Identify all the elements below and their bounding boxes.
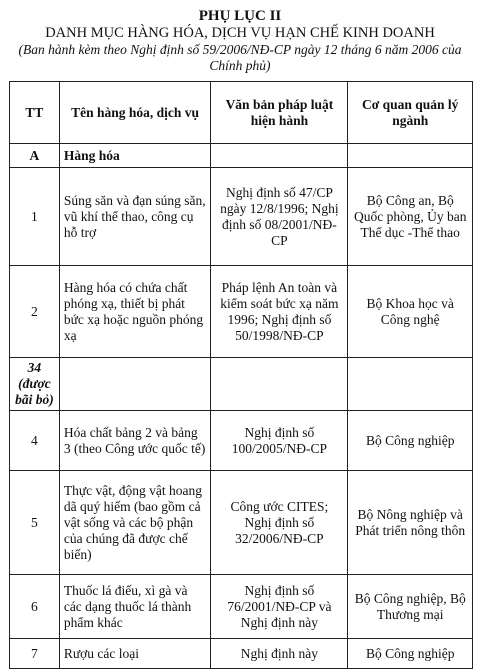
table-row <box>10 266 473 358</box>
row-name: Rượu các loại <box>59 639 211 669</box>
document-heading <box>0 8 480 74</box>
table-row <box>10 168 473 266</box>
row-agency: Bộ Công nghiệp, Bộ Thương mại <box>348 575 473 639</box>
row-tt: 5 <box>10 471 60 575</box>
appendix-title: PHỤ LỤC II <box>198 8 282 24</box>
row-doc <box>211 358 348 411</box>
restricted-goods-table <box>9 81 473 669</box>
row-doc: Công ước CITES; Nghị định số 32/2006/NĐ-CP <box>211 471 348 575</box>
header-tt: TT <box>10 82 60 144</box>
row-name: Thuốc lá điếu, xì gà và các dạng thuốc lá thành phẩm khác <box>59 575 211 639</box>
table-row <box>10 575 473 639</box>
row-doc: Pháp lệnh An toàn và kiểm soát bức xạ năm 1996; Nghị định số 50/1998/NĐ-CP <box>211 266 348 358</box>
table-row-repealed <box>10 358 473 411</box>
table-row <box>10 411 473 471</box>
row-name <box>59 358 211 411</box>
row-doc: Nghị định số 100/2005/NĐ-CP <box>211 411 348 471</box>
section-row <box>10 144 473 168</box>
row-name: Thực vật, động vật hoang dã quý hiếm (bao gồm cả vật sống và các bộ phận của chúng đã được chế biến) <box>59 471 211 575</box>
row-agency: Bộ Nông nghiệp và Phát triển nông thôn <box>348 471 473 575</box>
header-doc: Văn bản pháp luật hiện hành <box>211 82 348 144</box>
header-agency: Cơ quan quản lý ngành <box>348 82 473 144</box>
row-agency: Bộ Khoa học và Công nghệ <box>348 266 473 358</box>
row-doc: Nghị định này <box>211 639 348 669</box>
row-tt: 4 <box>10 411 60 471</box>
row-tt: 7 <box>10 639 60 669</box>
row-agency: Bộ Công nghiệp <box>348 411 473 471</box>
row-name: Hóa chất bảng 2 và bảng 3 (theo Công ước quốc tế) <box>59 411 211 471</box>
row-agency: Bộ Công nghiệp <box>348 639 473 669</box>
row-tt: 6 <box>10 575 60 639</box>
row-agency: Bộ Công an, Bộ Quốc phòng, Ủy ban Thể dục -Thể thao <box>348 168 473 266</box>
table-row <box>10 471 473 575</box>
row-doc: Nghị định số 76/2001/NĐ-CP và Nghị định này <box>211 575 348 639</box>
section-label: Hàng hóa <box>59 144 211 168</box>
section-tt: A <box>10 144 60 168</box>
row-name: Hàng hóa có chứa chất phóng xạ, thiết bị phát bức xạ hoặc nguồn phóng xạ <box>59 266 211 358</box>
list-title: DANH MỤC HÀNG HÓA, DỊCH VỤ HẠN CHẾ KINH DOANH <box>45 25 435 41</box>
header-name: Tên hàng hóa, dịch vụ <box>59 82 211 144</box>
row-agency <box>348 358 473 411</box>
row-tt: 1 <box>10 168 60 266</box>
table-header-row <box>10 82 473 144</box>
issuance-note: (Ban hành kèm theo Nghị định số 59/2006/NĐ-CP ngày 12 tháng 6 năm 2006 của Chính phủ) <box>18 42 462 73</box>
row-name: Súng săn và đạn súng săn, vũ khí thể thao, công cụ hỗ trợ <box>59 168 211 266</box>
row-tt: 34 (được bãi bỏ) <box>10 358 60 411</box>
table-row <box>10 639 473 669</box>
row-tt: 2 <box>10 266 60 358</box>
section-doc-empty <box>211 144 348 168</box>
section-agency-empty <box>348 144 473 168</box>
row-doc: Nghị định số 47/CP ngày 12/8/1996; Nghị định số 08/2001/NĐ-CP <box>211 168 348 266</box>
